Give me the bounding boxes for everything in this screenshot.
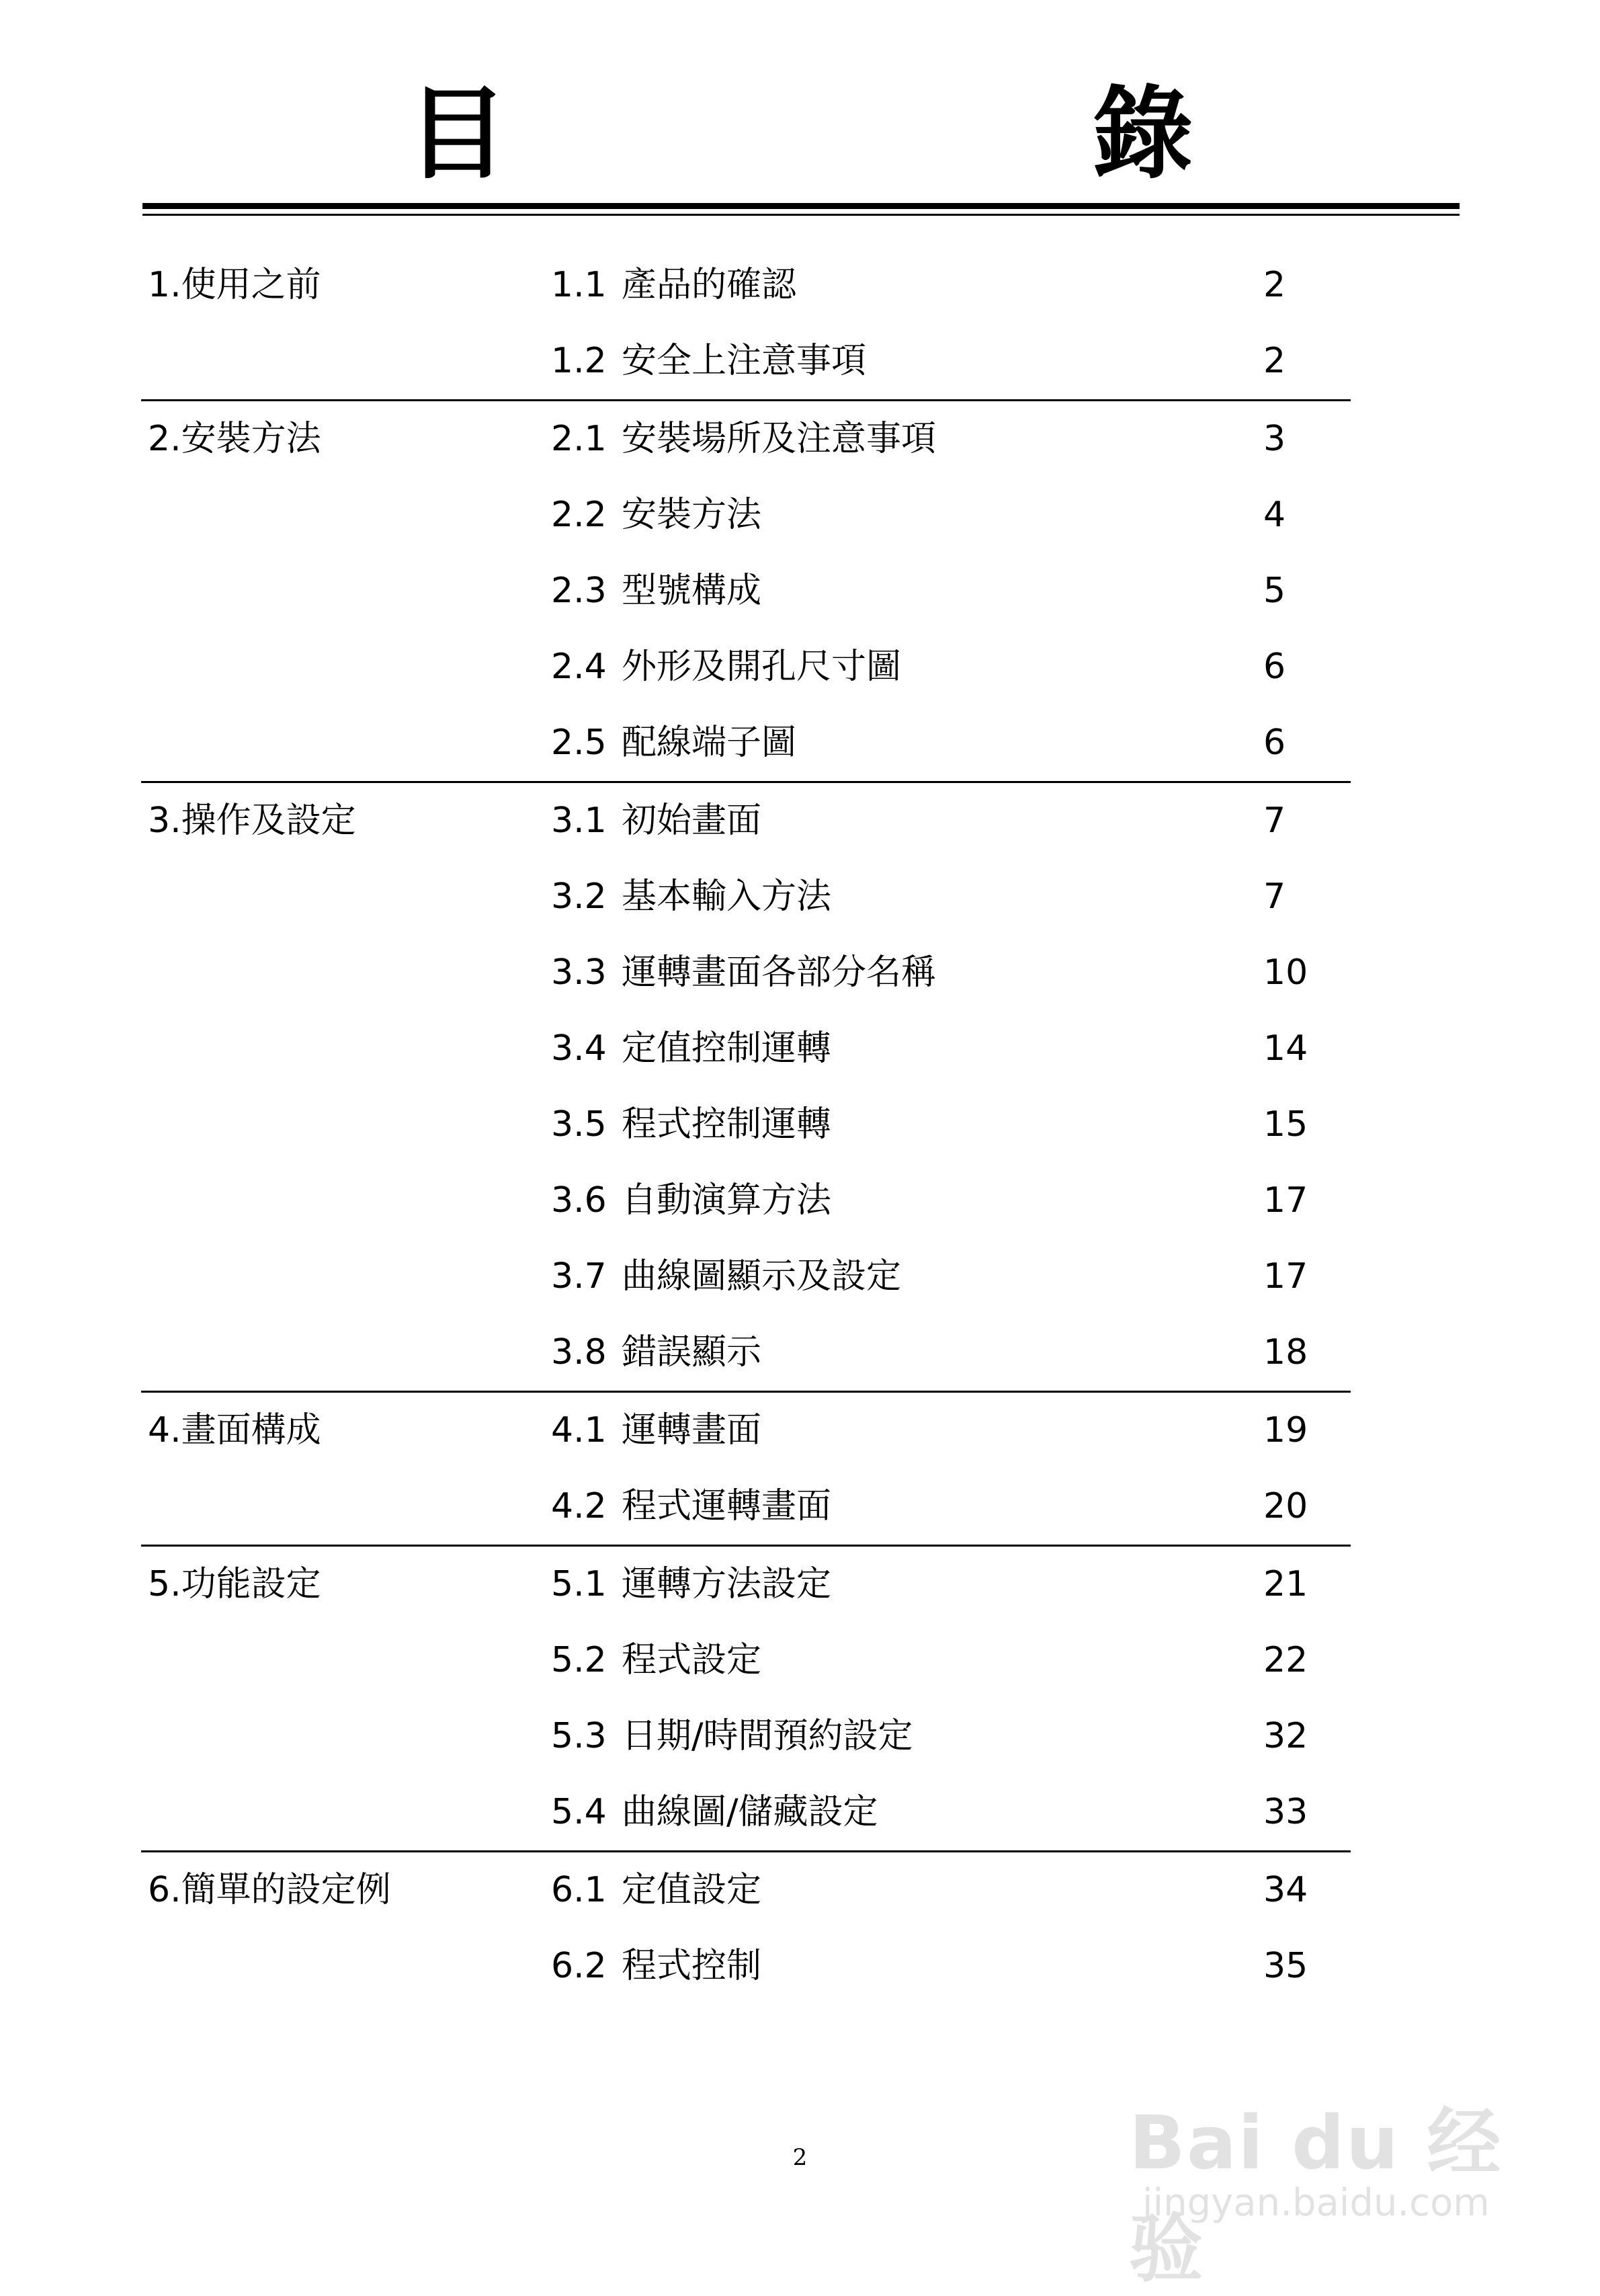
toc-entry-page: 4 (1263, 495, 1286, 535)
toc-entry-title: 基本輸入方法 (622, 876, 832, 917)
toc-entry-title: 產品的確認 (622, 265, 797, 305)
toc-entry-title: 運轉畫面 (622, 1410, 762, 1450)
toc-entry-title: 定值設定 (622, 1870, 762, 1910)
toc-entry[interactable] (551, 859, 1351, 935)
toc-entry[interactable] (551, 935, 1351, 1011)
toc-entry-number: 5.4 (551, 1792, 607, 1832)
toc-entry-page: 32 (1263, 1716, 1308, 1756)
toc-entry-page: 5 (1263, 571, 1286, 611)
toc-entry-page: 17 (1263, 1256, 1308, 1297)
toc-entry-number: 3.3 (551, 952, 607, 993)
toc-entry-number: 6.2 (551, 1946, 607, 1986)
toc-entry[interactable] (551, 1698, 1351, 1774)
toc-entry[interactable] (551, 1239, 1351, 1315)
toc-entry-title: 程式設定 (622, 1640, 762, 1680)
title-rule-thin (142, 214, 1460, 216)
toc-entry-title: 運轉方法設定 (622, 1564, 832, 1604)
toc-entry[interactable] (551, 783, 1351, 859)
toc-entry-number: 4.1 (551, 1410, 607, 1450)
toc-entry[interactable] (551, 1163, 1351, 1239)
toc-entry-page: 21 (1263, 1564, 1308, 1604)
toc-section (141, 1547, 1351, 1852)
toc-entry[interactable] (551, 705, 1351, 781)
toc-entry-title: 定值控制運轉 (622, 1028, 832, 1069)
toc-entry-title: 運轉畫面各部分名稱 (622, 952, 937, 993)
toc-entry-number: 3.8 (551, 1332, 607, 1372)
title-rule-thick (142, 203, 1460, 209)
toc-section-title[interactable]: 1.使用之前 (148, 265, 321, 305)
toc-entry-title: 配線端子圖 (622, 723, 797, 763)
watermark-url: jingyan.baidu.com (1142, 2181, 1490, 2225)
page-title: 目 錄 (407, 76, 1321, 193)
toc-entry-title: 安全上注意事項 (622, 341, 867, 381)
toc-entry[interactable] (551, 401, 1351, 477)
toc-entry-number: 1.1 (551, 265, 607, 305)
toc-entry[interactable] (551, 1315, 1351, 1391)
toc-entry-number: 3.6 (551, 1180, 607, 1221)
toc-entry-title: 安裝場所及注意事項 (622, 419, 937, 459)
toc-entries (551, 1852, 1351, 2004)
toc-entry-page: 18 (1263, 1332, 1308, 1372)
toc-section (141, 247, 1351, 401)
toc-entry-page: 3 (1263, 419, 1286, 459)
toc-entry-number: 2.4 (551, 647, 607, 687)
toc-entry[interactable] (551, 1928, 1351, 2004)
toc-entry-number: 3.7 (551, 1256, 607, 1297)
table-of-contents (141, 247, 1351, 2004)
toc-entry-title: 曲線圖/儲藏設定 (622, 1792, 878, 1832)
page-number: 2 (792, 2144, 808, 2171)
toc-entry[interactable] (551, 1011, 1351, 1087)
toc-entry-number: 5.3 (551, 1716, 607, 1756)
toc-entry-page: 35 (1263, 1946, 1308, 1986)
toc-section (141, 1852, 1351, 2004)
toc-entry-page: 15 (1263, 1104, 1308, 1145)
toc-entry-number: 3.5 (551, 1104, 607, 1145)
toc-entry-title: 程式運轉畫面 (622, 1486, 832, 1526)
toc-entry-page: 14 (1263, 1028, 1308, 1069)
toc-section (141, 1393, 1351, 1547)
toc-entry-page: 2 (1263, 265, 1286, 305)
toc-entry-page: 6 (1263, 647, 1286, 687)
toc-section-title[interactable]: 6.簡單的設定例 (148, 1870, 391, 1910)
toc-entry-number: 3.1 (551, 801, 607, 841)
toc-entry-page: 6 (1263, 723, 1286, 763)
toc-entry-title: 程式控制運轉 (622, 1104, 832, 1145)
toc-entries (551, 1547, 1351, 1850)
toc-section (141, 783, 1351, 1393)
toc-entry-title: 自動演算方法 (622, 1180, 832, 1221)
toc-section-title[interactable]: 4.畫面構成 (148, 1410, 321, 1450)
toc-entry[interactable] (551, 1393, 1351, 1469)
toc-entry-page: 2 (1263, 341, 1286, 381)
toc-entry-page: 22 (1263, 1640, 1308, 1680)
toc-entry-number: 4.2 (551, 1486, 607, 1526)
toc-entry-title: 初始畫面 (622, 801, 762, 841)
toc-entry-page: 17 (1263, 1180, 1308, 1221)
toc-entry[interactable] (551, 323, 1351, 399)
toc-entry[interactable] (551, 1469, 1351, 1545)
toc-entry-number: 1.2 (551, 341, 607, 381)
toc-entry-title: 程式控制 (622, 1946, 762, 1986)
toc-section-title[interactable]: 3.操作及設定 (148, 801, 356, 841)
toc-entry-number: 3.4 (551, 1028, 607, 1069)
toc-entry-title: 安裝方法 (622, 495, 762, 535)
toc-entry-number: 2.2 (551, 495, 607, 535)
toc-entry-number: 2.5 (551, 723, 607, 763)
toc-entries (551, 1393, 1351, 1545)
toc-entry[interactable] (551, 553, 1351, 629)
toc-entry-title: 日期/時間預約設定 (622, 1716, 913, 1756)
toc-section-title[interactable]: 2.安裝方法 (148, 419, 321, 459)
toc-entry-page: 10 (1263, 952, 1308, 993)
toc-entry[interactable] (551, 1547, 1351, 1623)
toc-entry-page: 7 (1263, 801, 1286, 841)
toc-entry[interactable] (551, 477, 1351, 553)
toc-entry-number: 5.1 (551, 1564, 607, 1604)
toc-entry-title: 曲線圖顯示及設定 (622, 1256, 902, 1297)
toc-section-title[interactable]: 5.功能設定 (148, 1564, 321, 1604)
toc-entry-number: 3.2 (551, 876, 607, 917)
toc-entry-page: 34 (1263, 1870, 1308, 1910)
toc-section (141, 401, 1351, 783)
toc-entry[interactable] (551, 1852, 1351, 1928)
toc-entry-title: 錯誤顯示 (622, 1332, 762, 1372)
toc-entry-title: 外形及開孔尺寸圖 (622, 647, 902, 687)
watermark-logo-text: Bai du 经验 (1129, 2100, 1503, 2292)
toc-entry-number: 5.2 (551, 1640, 607, 1680)
toc-entry[interactable] (551, 1087, 1351, 1163)
toc-entries (551, 401, 1351, 781)
toc-entry-title: 型號構成 (622, 571, 762, 611)
toc-entry-page: 20 (1263, 1486, 1308, 1526)
toc-entries (551, 783, 1351, 1391)
toc-entry-page: 19 (1263, 1410, 1308, 1450)
toc-entry-page: 33 (1263, 1792, 1308, 1832)
toc-entries (551, 247, 1351, 399)
toc-entry-number: 2.1 (551, 419, 607, 459)
baidu-watermark (1129, 2037, 1546, 2292)
toc-entry[interactable] (551, 629, 1351, 705)
toc-entry[interactable] (551, 1623, 1351, 1698)
toc-entry-number: 6.1 (551, 1870, 607, 1910)
toc-entry[interactable] (551, 247, 1351, 323)
toc-entry[interactable] (551, 1774, 1351, 1850)
toc-entry-page: 7 (1263, 876, 1286, 917)
toc-entry-number: 2.3 (551, 571, 607, 611)
